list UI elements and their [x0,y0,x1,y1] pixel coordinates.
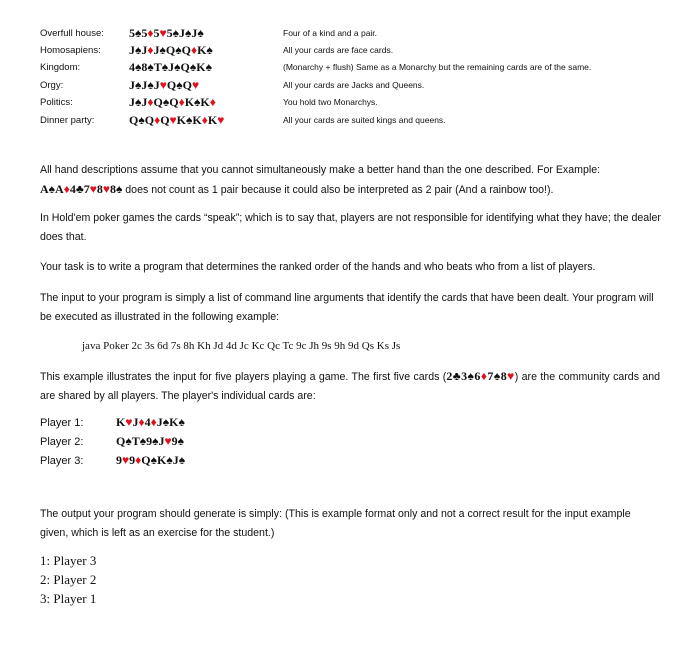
paragraph-text: ) are the community cards and are shared by all players. The player's individual cards are: [40,371,661,402]
paragraph-task: Your task is to write a program that determines the ranked order of the hands and who beats who from a list of players. [40,261,596,273]
hand-cards: 4♠8♠T♠J♠Q♠K♠ [129,60,212,74]
hand-name: Orgy: [40,80,64,91]
hand-description: All your cards are suited kings and queens. [283,115,446,125]
hand-name: Homosapiens: [40,45,101,56]
hand-cards: J♠J♦J♠Q♠Q♦K♠ [129,43,213,57]
output-line: 2: Player 2 [40,572,97,587]
paragraph-tail: does not count as 1 pair because it could also be interpreted as 2 pair (And a rainbow too!). [122,184,554,196]
player-label: Player 1: [40,417,84,429]
hand-description: (Monarchy + flush) Same as a Monarchy but the remaining cards are of the same. [283,62,592,72]
paragraph-text: This example illustrates the input for five players playing a game. The first five cards ( [40,371,447,383]
hand-description: All your cards are face cards. [283,45,394,55]
player-label: Player 2: [40,436,84,448]
community-cards: 2♣3♠6♦7♠8♥ [446,369,515,383]
hand-name: Politics: [40,97,73,108]
hand-name: Overfull house: [40,28,104,39]
hand-cards: J♠J♦Q♠Q♦K♠K♦ [129,95,216,109]
output-line: 3: Player 1 [40,591,97,606]
output-line: 1: Player 3 [40,553,97,568]
hand-description: All your cards are Jacks and Queens. [283,80,425,90]
paragraph-community-cards [40,367,660,406]
paragraph-input: The input to your program is simply a list of command line arguments that identify the cards that have been dealt. Your program will be executed as illustrated in the following example: [40,292,654,323]
hand-cards: J♠J♠J♥Q♠Q♥ [129,78,200,92]
player-cards: 9♥9♦Q♠K♠J♠ [116,453,186,467]
hand-name: Dinner party: [40,115,95,126]
hand-name: Kingdom: [40,62,81,73]
command-example: java Poker 2c 3s 6d 7s 8h Kh Jd 4d Jc Kc Qc Tc 9c Jh 9s 9h 9d Qs Ks Js [82,340,401,352]
player-cards: K♥J♦4♦J♠K♠ [116,415,185,429]
hand-description: Four of a kind and a pair. [283,28,378,38]
example-cards: A♠A♦4♣7♥8♥8♠ [40,182,123,196]
paragraph-text: All hand descriptions assume that you cannot simultaneously make a better hand than the one described. For Example: [40,164,601,176]
hand-cards: Q♠Q♦Q♥K♠K♦K♥ [129,113,225,127]
hand-description: You hold two Monarchys. [283,97,378,107]
player-label: Player 3: [40,455,84,467]
paragraph-cards-speak: In Hold'em poker games the cards “speak”; which is to say that, players are not responsible for identifying what they have; the dealer does that. [40,212,661,243]
player-cards: Q♠T♠9♠J♥9♠ [116,434,184,448]
hand-cards: 5♠5♦5♥5♠J♠J♠ [129,26,204,40]
paragraph-output: The output your program should generate is simply: (This is example format only and not a correct result for the input example given, which is left as an exercise for the student.) [40,508,631,539]
paragraph-hand-assumption [40,161,665,200]
